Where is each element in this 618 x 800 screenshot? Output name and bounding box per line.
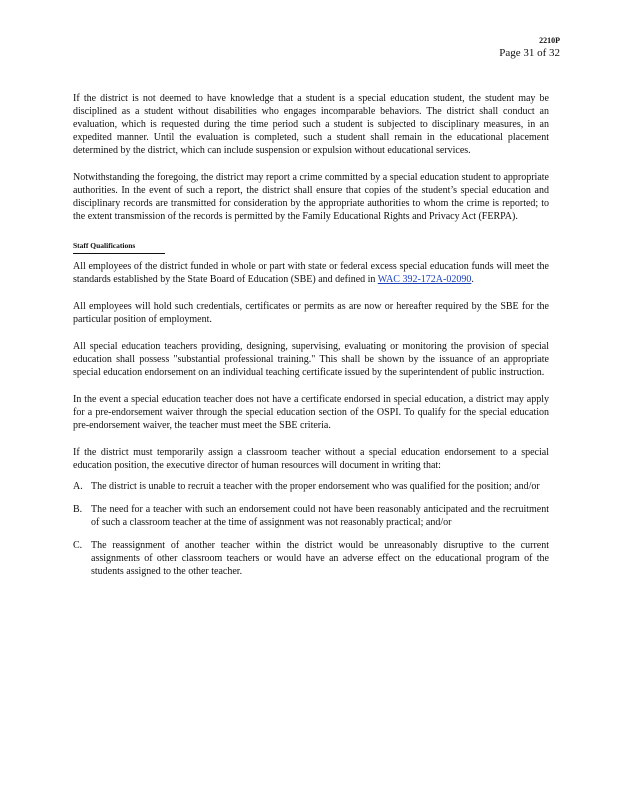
- standards-period: .: [471, 274, 474, 285]
- list-item: [73, 503, 549, 529]
- wac-link[interactable]: WAC 392-172A-02090: [377, 274, 472, 285]
- section-heading-staff: Staff Qualifications: [73, 239, 165, 254]
- list-item-text: The reassignment of another teacher within the district would be unreasonably disruptive to the current assignments of other classroom teachers or would have an adverse effect on the educational program of the students assigned to the other teacher.: [91, 540, 549, 577]
- list-marker: C.: [73, 540, 83, 551]
- document-body: [73, 92, 549, 588]
- list-marker: B.: [73, 504, 83, 515]
- paragraph-crime-report: Notwithstanding the foregoing, the district may report a crime committed by a special education student to appropriate authorities. In the event of such a report, the district shall ensure that copies of the student’s special education and disciplinary records are transmitted for consideration by the appropriate authorities to whom the crime is reported; to the extent transmission of the records is permitted by the Family Educational Rights and Privacy Act (FERPA).: [73, 172, 549, 222]
- paragraph-training: All special education teachers providing, designing, supervising, evaluating or monitoring the provision of special education shall possess "substantial professional training." This shall be shown by the issuance of an appropriate special education endorsement on an individual teaching certificate issued by the superintendent of public instruction.: [73, 341, 549, 378]
- conditions-list: [73, 480, 549, 578]
- paragraph-temporary-assign: If the district must temporarily assign a classroom teacher without a special education endorsement to a special education position, the executive director of human resources will document in writing that:: [73, 447, 549, 471]
- list-item: [73, 539, 549, 578]
- list-marker: A.: [73, 481, 83, 492]
- paragraph-knowledge: If the district is not deemed to have knowledge that a student is a special education student, the student may be disciplined as a student without disabilities who engages incomparable behaviors. The district shall conduct an evaluation, which is requested during the time period such a student is subjected to disciplinary measures, in an expedited manner. Until the evaluation is completed, such a student shall remain in the educational placement determined by the district, which can include suspension or expulsion without educational services.: [73, 93, 549, 156]
- policy-number: 2210P: [539, 36, 560, 45]
- page-header: [499, 36, 560, 60]
- paragraph-credentials: All employees will hold such credentials, certificates or permits as are now or hereafter required by the SBE for the particular position of employment.: [73, 301, 549, 325]
- list-item: [73, 480, 549, 493]
- paragraph-standards: [73, 260, 549, 286]
- page-number: Page 31 of 32: [499, 47, 560, 59]
- paragraph-waiver: In the event a special education teacher does not have a certificate endorsed in special education, a district may apply for a pre-endorsement waiver through the special education section of the OSPI. To qualify for the special education pre-endorsement waiver, the teacher must meet the SBE criteria.: [73, 394, 549, 431]
- list-item-text: The district is unable to recruit a teacher with the proper endorsement who was qualified for the position; and/or: [91, 481, 540, 492]
- standards-text: All employees of the district funded in whole or part with state or federal excess special education funds will meet the standards established by the State Board of Education (SBE) and defined in: [73, 261, 549, 285]
- list-item-text: The need for a teacher with such an endorsement could not have been reasonably anticipated and the recruitment of such a classroom teacher at the time of assignment was not reasonably practical; and/or: [91, 504, 549, 528]
